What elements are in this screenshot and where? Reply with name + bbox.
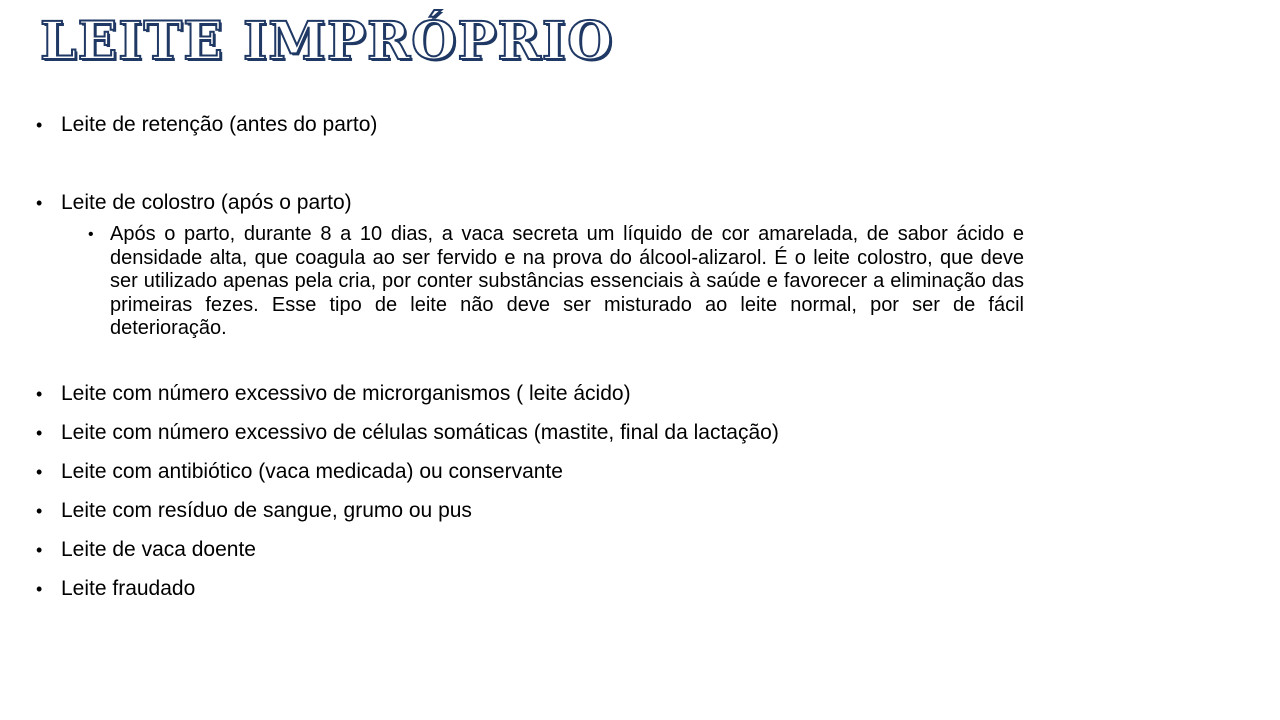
list-item <box>36 498 1252 524</box>
list-item <box>36 459 1252 485</box>
list-item <box>36 576 1252 602</box>
list-item-text: Leite de vaca doente <box>61 537 256 561</box>
bullet-icon: • <box>36 539 43 560</box>
list-item <box>36 537 1252 563</box>
bullet-icon: • <box>36 383 43 404</box>
bullet-icon: • <box>36 500 43 521</box>
slide-title: LEITE IMPRÓPRIO <box>40 11 614 72</box>
sub-list-item <box>88 223 1024 341</box>
list-item-text: Leite de colostro (após o parto) <box>61 191 352 214</box>
bullet-icon: • <box>36 422 43 443</box>
bullet-list <box>36 112 1252 615</box>
bullet-icon: • <box>36 578 43 599</box>
bullet-icon: • <box>88 226 94 243</box>
list-item <box>36 112 1252 138</box>
list-item-text: Leite com número excessivo de microrganismos ( leite ácido) <box>61 381 631 405</box>
list-item-text: Leite fraudado <box>61 576 196 600</box>
bullet-icon: • <box>36 193 43 213</box>
list-item-text: Leite com resíduo de sangue, grumo ou pus <box>61 498 472 522</box>
sub-list-item-text: Após o parto, durante 8 a 10 dias, a vaca secreta um líquido de cor amarelada, de sabor ácido e densidade alta, que coagula ao ser fervido e na prova do álcool-alizarol. É o leite colostro, que deve ser utilizado apenas pela cria, por conter substâncias essenciais à saúde e favorecer a eliminação das primeiras fezes. Esse tipo de leite não deve ser misturado ao leite normal, por ser de fácil deterioração. <box>110 223 1024 339</box>
list-item-text: Leite com antibiótico (vaca medicada) ou conservante <box>61 459 563 483</box>
list-item <box>36 190 1252 216</box>
bullet-icon: • <box>36 115 43 135</box>
list-item <box>36 381 1252 407</box>
list-item-text: Leite de retenção (antes do parto) <box>61 113 378 136</box>
bullet-icon: • <box>36 461 43 482</box>
list-item <box>36 420 1252 446</box>
list-item-text: Leite com número excessivo de células somáticas (mastite, final da lactação) <box>61 420 779 444</box>
